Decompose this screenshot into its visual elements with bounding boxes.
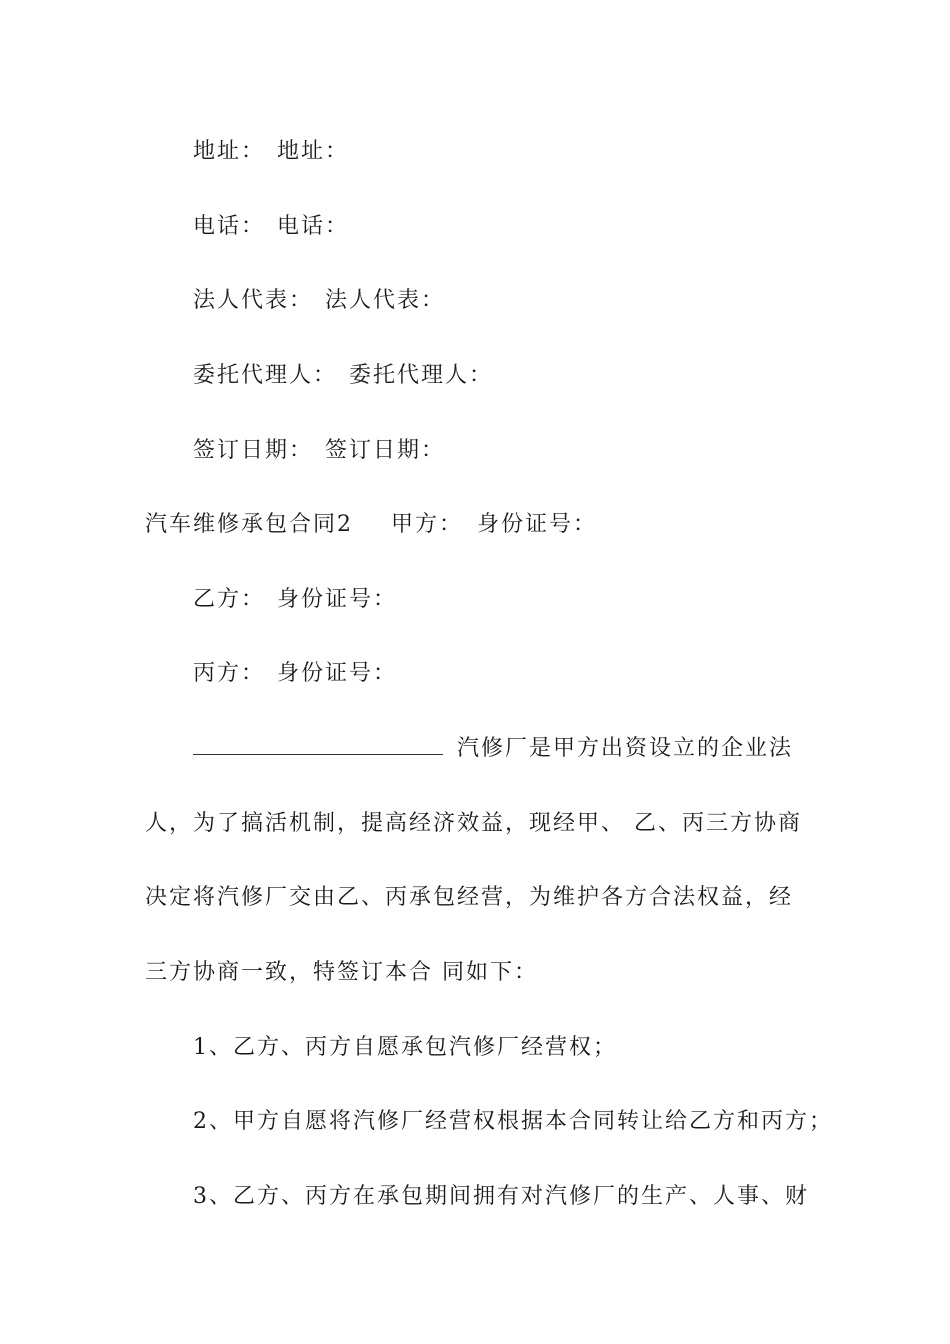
party-a-id-label: 身份证号：: [477, 512, 598, 537]
intro-text-3: 决定将汽修厂交由乙、丙承包经营，为维护各方合法权益，经: [145, 885, 794, 910]
address-label-b: 地址：: [277, 139, 350, 164]
agent-label-a: 委托代理人：: [193, 363, 338, 388]
clause-1-text: 1、乙方、丙方自愿承包汽修厂经营权；: [193, 1035, 617, 1060]
phone-line: [193, 212, 349, 242]
legal-rep-line: [193, 286, 445, 316]
sign-date-line: [193, 436, 445, 466]
address-label-a: 地址：: [193, 139, 266, 164]
intro-line-1: [193, 734, 793, 764]
intro-text-4: 三方协商一致，特签订本合 同如下：: [145, 960, 538, 985]
intro-text-2: 人，为了搞活机制，提高经济效益，现经甲、 乙、丙三方协商: [145, 811, 802, 836]
intro-line-3: [145, 883, 793, 913]
party-c-label: 丙方：: [193, 661, 266, 686]
party-b-id-label: 身份证号：: [277, 587, 398, 612]
party-b-label: 乙方：: [193, 587, 266, 612]
clause-2: [193, 1107, 833, 1137]
address-line: [193, 137, 349, 167]
phone-label-a: 电话：: [193, 214, 266, 239]
agent-label-b: 委托代理人：: [349, 363, 494, 388]
clause-3: [193, 1182, 809, 1212]
clause-1: [193, 1033, 617, 1063]
sign-date-label-b: 签订日期：: [325, 438, 446, 463]
contract-title: 汽车维修承包合同2: [145, 512, 353, 537]
intro-line-2: [145, 809, 802, 839]
intro-text-1: 汽修厂是甲方出资设立的企业法: [457, 736, 794, 761]
sign-date-label-a: 签订日期：: [193, 438, 314, 463]
party-c-line: [193, 659, 397, 689]
legal-rep-label-a: 法人代表：: [193, 288, 314, 313]
intro-line-4: [145, 958, 538, 988]
company-name-blank: [193, 736, 443, 755]
contract2-heading-line: [145, 510, 597, 540]
phone-label-b: 电话：: [277, 214, 350, 239]
agent-line: [193, 361, 493, 391]
party-b-line: [193, 585, 397, 615]
party-c-id-label: 身份证号：: [277, 661, 398, 686]
legal-rep-label-b: 法人代表：: [325, 288, 446, 313]
clause-3-text: 3、乙方、丙方在承包期间拥有对汽修厂的生产、人事、财: [193, 1184, 809, 1209]
party-a-label: 甲方：: [391, 512, 464, 537]
clause-2-text: 2、甲方自愿将汽修厂经营权根据本合同转让给乙方和丙方；: [193, 1109, 833, 1134]
